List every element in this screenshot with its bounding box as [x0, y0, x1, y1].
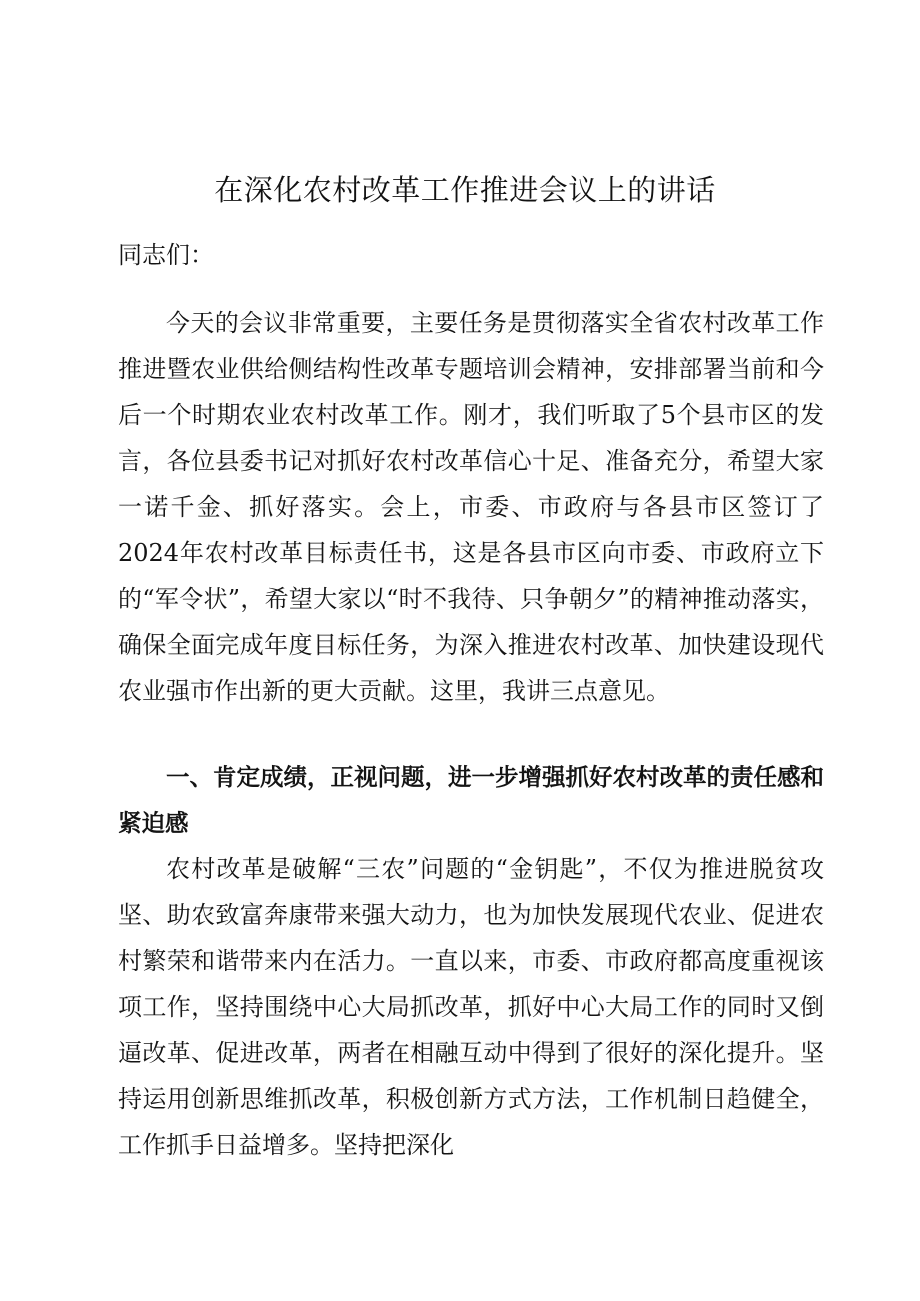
paragraph-section-1: 农村改革是破解“三农”问题的“金钥匙”，不仅为推进脱贫攻坚、助农致富奔康带来强大动力，也为加快发展现代农业、促进农村繁荣和谐带来内在活力。一直以来，市委、市政府都高度重视该项工作，坚持围绕中心大局抓改革，抓好中心大局工作的同时又倒逼改革、促进改革，两者在相融互动中得到了很好的深化提升。坚持运用创新思维抓改革，积极创新方式方法，工作机制日趋健全，工作抓手日益增多。坚持把深化: [118, 855, 824, 1159]
section-heading-1: 一、肯定成绩，正视问题，进一步增强抓好农村改革的责任感和紧迫感: [118, 763, 824, 837]
document-title: 在深化农村改革工作推进会议上的讲话: [214, 173, 716, 207]
salutation: 同志们：: [118, 241, 214, 269]
paragraph-intro: 今天的会议非常重要，主要任务是贯彻落实全省农村改革工作推进暨农业供给侧结构性改革专题培训会精神，安排部署当前和今后一个时期农业农村改革工作。刚才，我们听取了5个县市区的发言，各位县委书记对抓好农村改革信心十足、准备充分，希望大家一诺千金、抓好落实。会上，市委、市政府与各县市区签订了2024年农村改革目标责任书，这是各县市区向市委、市政府立下的“军令状”，希望大家以“时不我待、只争朝夕”的精神推动落实，确保全面完成年度目标任务，为深入推进农村改革、加快建设现代农业强市作出新的更大贡献。这里，我讲三点意见。: [118, 309, 824, 705]
